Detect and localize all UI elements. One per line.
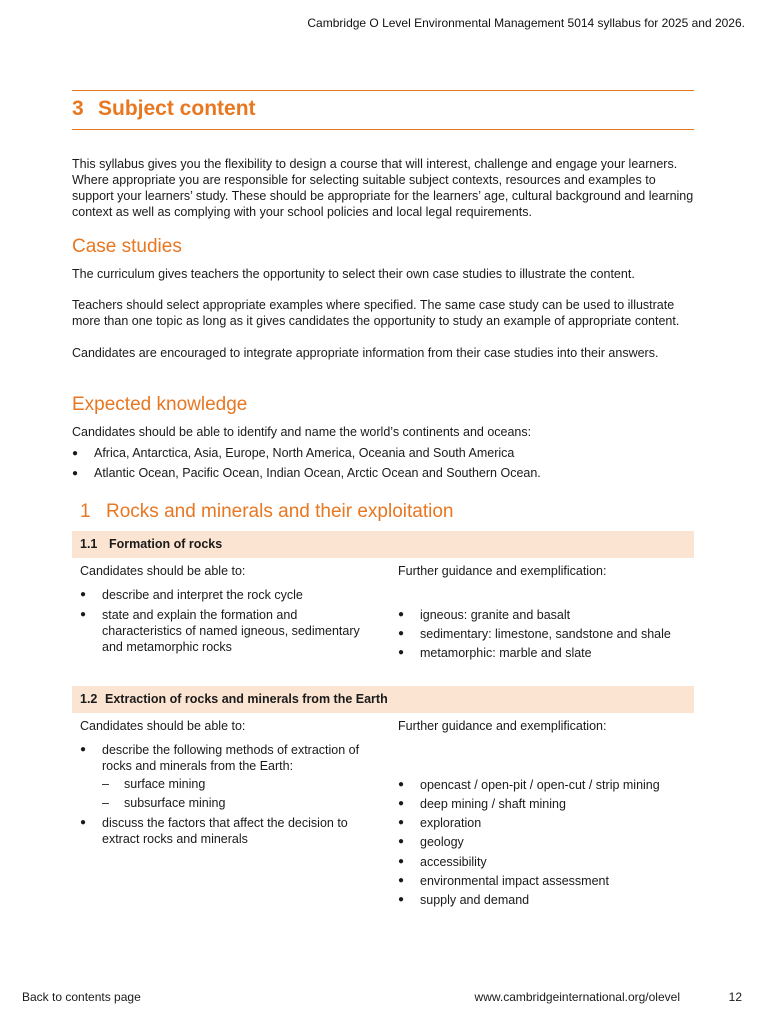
website-link[interactable]: www.cambridgeinternational.org/olevel (474, 990, 680, 1004)
list-item: ● igneous: granite and basalt (398, 608, 571, 622)
list-item: ● supply and demand (398, 893, 530, 907)
bullet-icon: ● (398, 647, 405, 658)
subtopic-1-2-title: 1.2 Extraction of rocks and minerals from the Earth (80, 692, 388, 706)
list-item: ● sedimentary: limestone, sandstone and shale (398, 627, 671, 641)
subtopic-1-1-band (72, 531, 694, 558)
expected-knowledge-intro: Candidates should be able to identify and name the world’s continents and oceans: (72, 425, 532, 439)
subtopic-1-1-title: 1.1 Formation of rocks (80, 537, 223, 551)
dash-icon: – (102, 796, 109, 810)
list-item: ● opencast / open-pit / open-cut / strip mining (398, 778, 660, 792)
bullet-icon: ● (398, 856, 405, 867)
bullet-icon: ● (398, 779, 405, 790)
section-number: 3 (72, 97, 84, 120)
list-item: ● state and explain the formation and characteristics of named igneous, sedimentary and metamorphic rocks (80, 608, 360, 654)
case-studies-heading: Case studies (72, 236, 182, 257)
dash-icon: – (102, 777, 109, 791)
subtopic-1-1-left-heading: Candidates should be able to: (80, 564, 246, 578)
case-studies-p2: Teachers should select appropriate examples where specified. The same case study can be used to illustrate more than one topic as long as it gives candidates the opportunity to study an example of appropriate content. (72, 298, 680, 328)
back-to-contents-link[interactable]: Back to contents page (22, 990, 141, 1004)
list-item: ● geology (398, 835, 464, 849)
case-studies-p3: Candidates are encouraged to integrate appropriate information from their case studies into their answers. (72, 346, 659, 360)
bullet-icon: ● (398, 817, 405, 828)
topic-title: 1 Rocks and minerals and their exploitation (80, 501, 454, 522)
bullet-icon: ● (80, 609, 87, 620)
list-item: ● describe and interpret the rock cycle (80, 588, 303, 602)
list-item: ● Atlantic Ocean, Pacific Ocean, Indian Ocean, Arctic Ocean and Southern Ocean. (72, 466, 541, 480)
bullet-icon: ● (80, 744, 87, 755)
page-number: 12 (728, 990, 742, 1004)
bullet-icon: ● (398, 628, 405, 639)
case-studies-p1: The curriculum gives teachers the opportunity to select their own case studies to illustrate the content. (72, 267, 635, 281)
list-item: ● metamorphic: marble and slate (398, 646, 592, 660)
list-item: ● discuss the factors that affect the decision to extract rocks and minerals (80, 816, 348, 846)
bullet-icon: ● (398, 609, 405, 620)
expected-knowledge-heading: Expected knowledge (72, 394, 248, 415)
list-item: ● environmental impact assessment (398, 874, 609, 888)
list-item: ● deep mining / shaft mining (398, 797, 566, 811)
subtopic-1-2-left-heading: Candidates should be able to: (80, 719, 246, 733)
running-header: Cambridge O Level Environmental Management 5014 syllabus for 2025 and 2026. (307, 16, 745, 30)
bullet-icon: ● (72, 468, 79, 479)
list-item: ● accessibility (398, 855, 487, 869)
list-item: ● describe the following methods of extraction of rocks and minerals from the Earth: (80, 743, 360, 773)
subtopic-1-2-band (72, 686, 694, 713)
intro-paragraph: This syllabus gives you the flexibility to design a course that will interest, challenge and engage your learners. Where appropriate you are responsible for selecting suitable subject contexts, resources and examples to support your learners’ study. These should be appropriate for the learners’ age, cultural background and learning context as well as complying with your school policies and local legal requirements. (72, 157, 694, 219)
list-item: ● exploration (398, 816, 482, 830)
bullet-icon: ● (398, 836, 405, 847)
list-item: ● Africa, Antarctica, Asia, Europe, North America, Oceania and South America (72, 446, 515, 460)
section-title: Subject content (98, 97, 256, 120)
sub-list-item: – subsurface mining (102, 796, 226, 810)
section-rule-bottom (72, 129, 694, 130)
page-title (72, 97, 256, 121)
sub-list-item: – surface mining (102, 777, 206, 791)
bullet-icon: ● (398, 875, 405, 886)
topic-number: 1 (80, 501, 91, 522)
bullet-icon: ● (72, 448, 79, 459)
bullet-icon: ● (398, 798, 405, 809)
section-rule-top (72, 90, 694, 91)
bullet-icon: ● (80, 589, 87, 600)
bullet-icon: ● (398, 894, 405, 905)
bullet-icon: ● (80, 817, 87, 828)
subtopic-1-1-right-heading: Further guidance and exemplification: (398, 564, 607, 578)
subtopic-1-2-right-heading: Further guidance and exemplification: (398, 719, 607, 733)
